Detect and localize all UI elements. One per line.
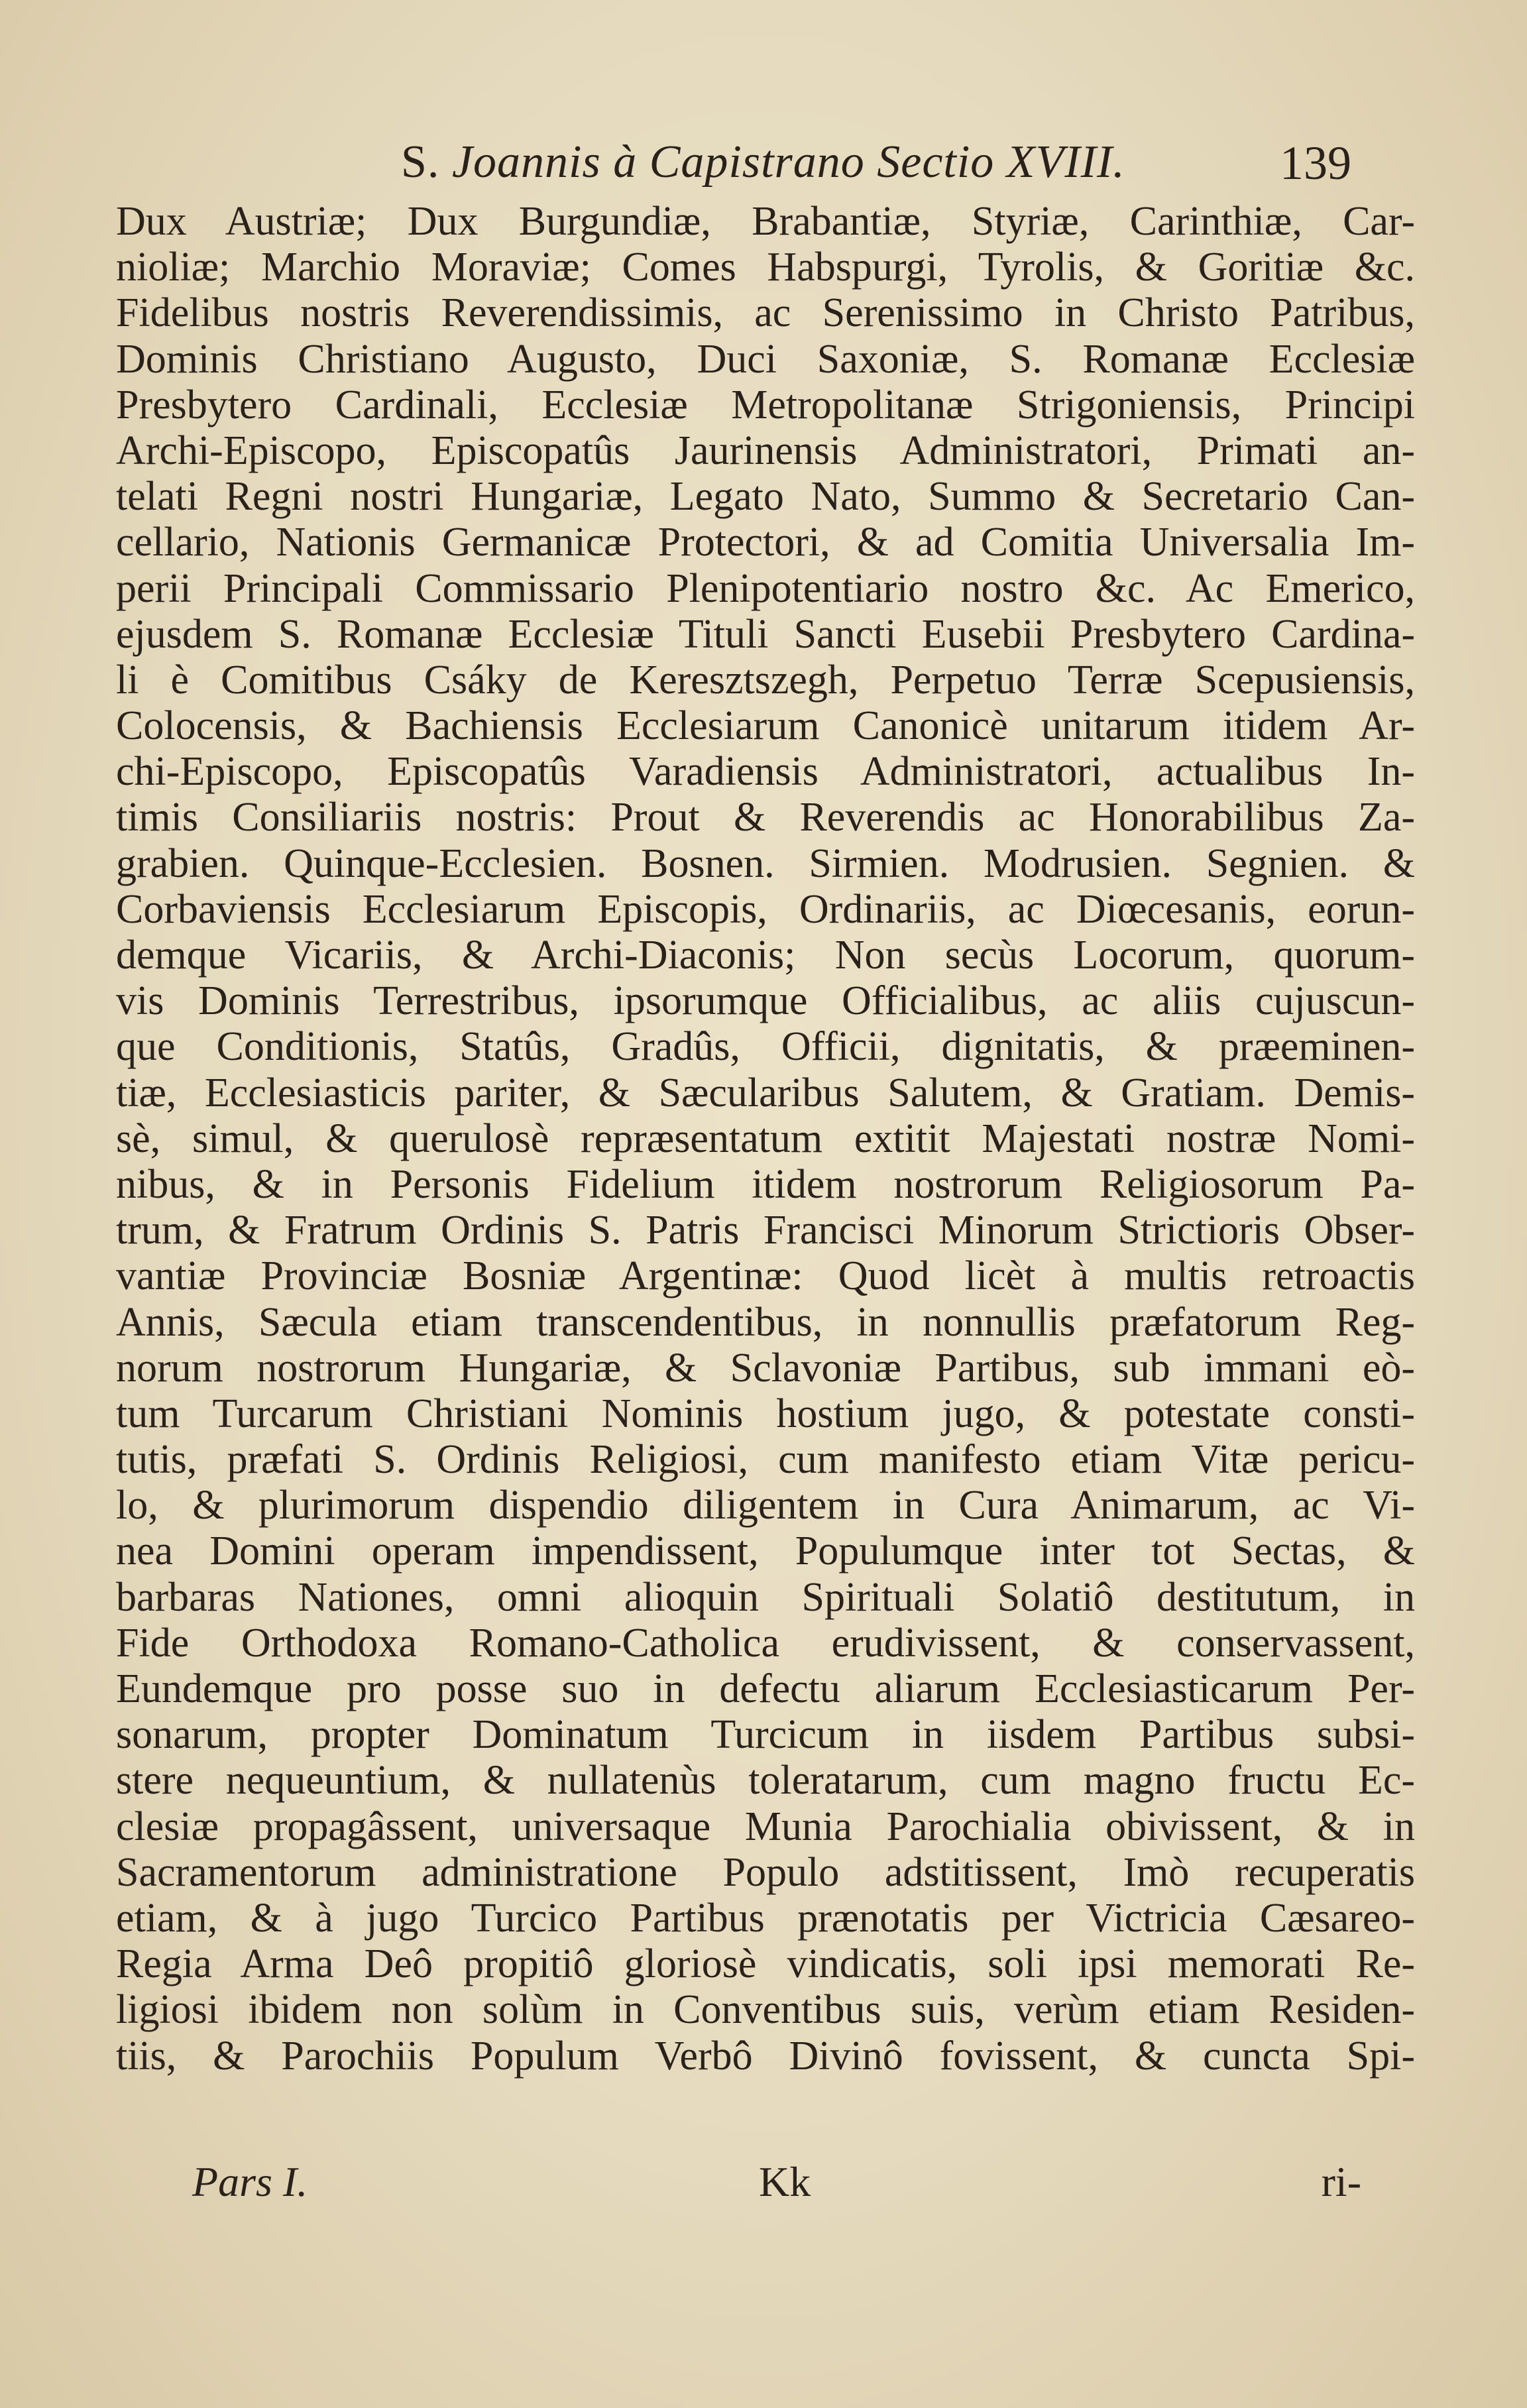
text-line: Annis, Sæcula etiam transcendentibus, in nonnullis præfatorum Reg-: [116, 1299, 1415, 1345]
text-line: sonarum, propter Dominatum Turcicum in iisdem Partibus subsi-: [116, 1712, 1415, 1758]
text-line: Regia Arma Deô propitiô gloriosè vindicatis, soli ipsi memorati Re-: [116, 1941, 1415, 1987]
catchword: ri-: [1321, 2158, 1361, 2205]
text-line: vantiæ Provinciæ Bosniæ Argentinæ: Quod licèt à multis retroactis: [116, 1253, 1415, 1299]
text-line: tutis, præfati S. Ordinis Religiosi, cum manifesto etiam Vitæ pericu-: [116, 1437, 1415, 1483]
page-number: 139: [1280, 137, 1351, 190]
text-line: Fide Orthodoxa Romano-Catholica erudivissent, & conservassent,: [116, 1620, 1415, 1666]
text-line: norum nostrorum Hungariæ, & Sclavoniæ Partibus, sub immani eò-: [116, 1345, 1415, 1391]
body-text: [116, 199, 1415, 2079]
text-line: li è Comitibus Csáky de Keresztszegh, Perpetuo Terræ Scepusiensis,: [116, 657, 1415, 703]
text-line: Eundemque pro posse suo in defectu aliarum Ecclesiasticarum Per-: [116, 1666, 1415, 1711]
running-head-title: [401, 136, 1125, 189]
text-line: tiis, & Parochiis Populum Verbô Divinô fovissent, & cuncta Spi-: [116, 2033, 1415, 2079]
signature-mark: Pars I.: [192, 2158, 308, 2205]
text-line: chi-Episcopo, Episcopatûs Varadiensis Administratori, actualibus In-: [116, 749, 1415, 795]
text-line: Dominis Christiano Augusto, Duci Saxoniæ, S. Romanæ Ecclesiæ: [116, 336, 1415, 382]
text-line: Colocensis, & Bachiensis Ecclesiarum Canonicè unitarum itidem Ar-: [116, 703, 1415, 749]
text-line: demque Vicariis, & Archi-Diaconis; Non secùs Locorum, quorum-: [116, 933, 1415, 978]
running-head-italic-title: Joannis à Capistrano Sectio XVIII.: [451, 137, 1125, 188]
text-line: sè, simul, & querulosè repræsentatum extitit Majestati nostræ Nomi-: [116, 1116, 1415, 1161]
text-line: stere nequeuntium, & nullatenùs toleratarum, cum magno fructu Ec-: [116, 1758, 1415, 1804]
text-line: lo, & plurimorum dispendio diligentem in Cura Animarum, ac Vi-: [116, 1483, 1415, 1528]
text-line: Archi-Episcopo, Episcopatûs Jaurinensis Administratori, Primati an-: [116, 428, 1415, 473]
text-line: etiam, & à jugo Turcico Partibus prænotatis per Victricia Cæsareo-: [116, 1895, 1415, 1941]
text-line: Presbytero Cardinali, Ecclesiæ Metropolitanæ Strigoniensis, Principi: [116, 382, 1415, 428]
text-line: clesiæ propagâssent, universaque Munia Parochialia obivissent, & in: [116, 1804, 1415, 1849]
gathering-mark: Kk: [759, 2158, 811, 2205]
text-line: perii Principali Commissario Plenipotentiario nostro &c. Ac Emerico,: [116, 565, 1415, 611]
text-line: nea Domini operam impendissent, Populumque inter tot Sectas, &: [116, 1528, 1415, 1574]
text-line: ligiosi ibidem non solùm in Conventibus suis, verùm etiam Residen-: [116, 1987, 1415, 2033]
text-line: tiæ, Ecclesiasticis pariter, & Sæcularibus Salutem, & Gratiam. Demis-: [116, 1070, 1415, 1116]
running-head-prefix: S.: [401, 137, 440, 188]
text-line: Corbaviensis Ecclesiarum Episcopis, Ordinariis, ac Diœcesanis, eorun-: [116, 886, 1415, 932]
text-line: Dux Austriæ; Dux Burgundiæ, Brabantiæ, Styriæ, Carinthiæ, Car-: [116, 199, 1415, 244]
running-head: [0, 136, 1527, 196]
text-line: nioliæ; Marchio Moraviæ; Comes Habspurgi, Tyrolis, & Goritiæ &c.: [116, 245, 1415, 290]
text-line: barbaras Nationes, omni alioquin Spirituali Solatiô destitutum, in: [116, 1574, 1415, 1620]
text-line: trum, & Fratrum Ordinis S. Patris Francisci Minorum Strictioris Obser-: [116, 1208, 1415, 1253]
text-line: timis Consiliariis nostris: Prout & Reverendis ac Honorabilibus Za-: [116, 795, 1415, 840]
text-line: Fidelibus nostris Reverendissimis, ac Serenissimo in Christo Patribus,: [116, 290, 1415, 336]
text-line: cellario, Nationis Germanicæ Protectori, & ad Comitia Universalia Im-: [116, 520, 1415, 565]
text-line: que Conditionis, Statûs, Gradûs, Officii, dignitatis, & præeminen-: [116, 1024, 1415, 1070]
text-line: tum Turcarum Christiani Nominis hostium jugo, & potestate consti-: [116, 1391, 1415, 1436]
text-line: Sacramentorum administratione Populo adstitissent, Imò recuperatis: [116, 1849, 1415, 1895]
text-line: grabien. Quinque-Ecclesien. Bosnen. Sirmien. Modrusien. Segnien. &: [116, 840, 1415, 886]
text-line: ejusdem S. Romanæ Ecclesiæ Tituli Sancti Eusebii Presbytero Cardina-: [116, 611, 1415, 657]
text-line: vis Dominis Terrestribus, ipsorumque Officialibus, ac aliis cujuscun-: [116, 978, 1415, 1024]
page-footer: [0, 2157, 1527, 2217]
text-line: nibus, & in Personis Fidelium itidem nostrorum Religiosorum Pa-: [116, 1161, 1415, 1207]
text-line: telati Regni nostri Hungariæ, Legato Nato, Summo & Secretario Can-: [116, 474, 1415, 520]
